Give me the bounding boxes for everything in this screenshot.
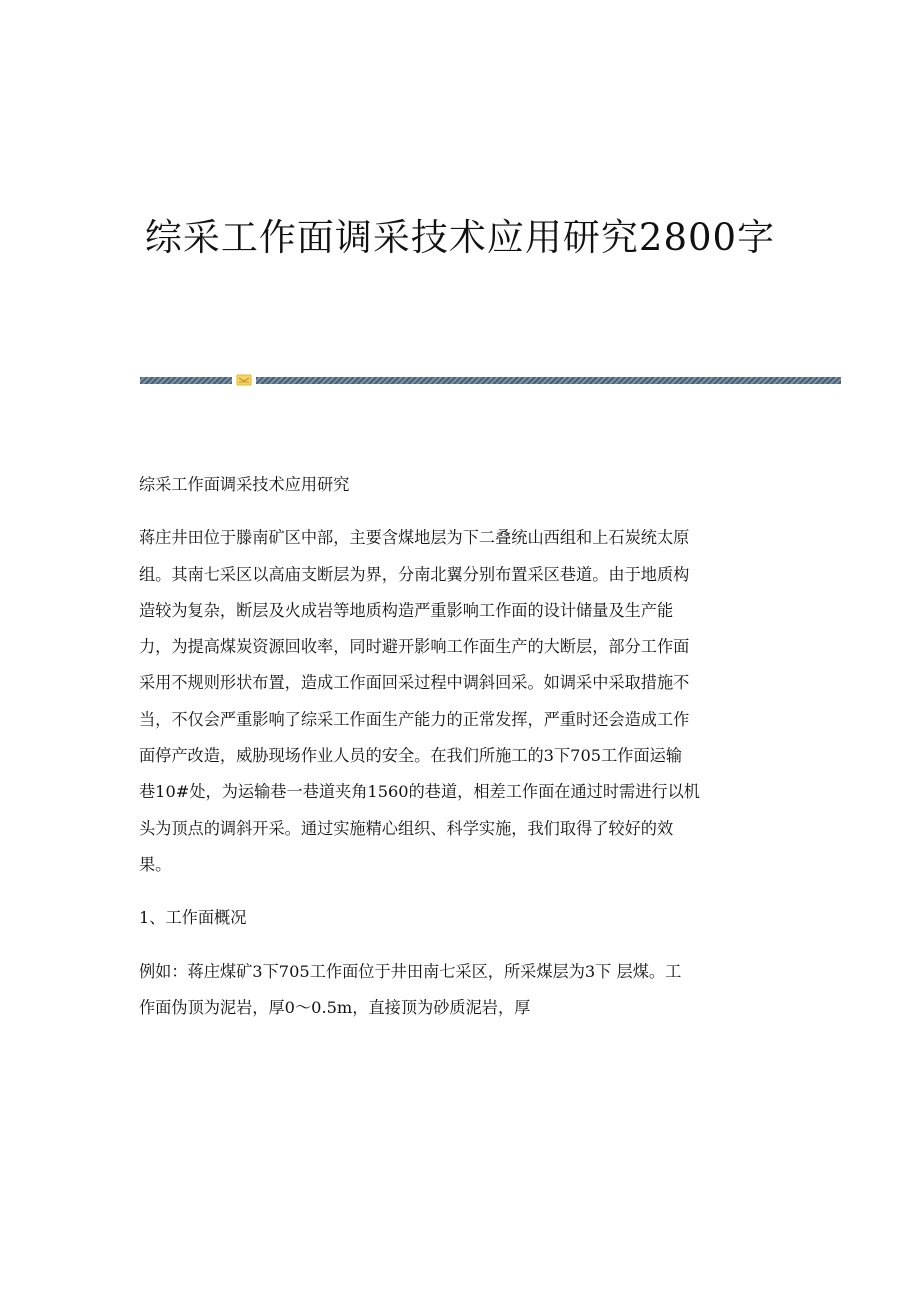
- paragraph-overview: [139, 954, 775, 1027]
- section-heading: 1、工作面概况: [139, 908, 247, 928]
- text-line: 造较为复杂，断层及火成岩等地质构造严重影响工作面的设计储量及生产能: [139, 600, 674, 620]
- article-heading: 综采工作面调采技术应用研究: [139, 475, 350, 494]
- text-line: 果。: [139, 854, 172, 874]
- text-line: 蒋庄井田位于滕南矿区中部，主要含煤地层为下二叠统山西组和上石炭统太原: [139, 528, 690, 548]
- divider-bar-right: [256, 377, 841, 384]
- title-divider: [140, 374, 841, 386]
- paragraph-intro: [139, 520, 775, 883]
- text-line: 面停产改造，威胁现场作业人员的安全。在我们所施工的3下705工作面运输: [139, 746, 683, 766]
- document-body: [139, 467, 775, 1026]
- divider-ornament-icon: [236, 374, 252, 386]
- text-line: 力，为提高煤炭资源回收率，同时避开影响工作面生产的大断层，部分工作面: [139, 637, 690, 657]
- text-line: 当，不仅会严重影响了综采工作面生产能力的正常发挥，严重时还会造成工作: [139, 709, 690, 729]
- text-line: 组。其南七采区以高庙支断层为界，分南北翼分别布置采区巷道。由于地质构: [139, 564, 690, 584]
- text-line: 巷10#处，为运输巷一巷道夹角1560的巷道，相差工作面在通过时需进行以机: [139, 782, 700, 802]
- divider-bar-left: [140, 377, 232, 384]
- text-line: 采用不规则形状布置，造成工作面回采过程中调斜回采。如调采中采取措施不: [139, 673, 690, 693]
- text-line: 例如：蒋庄煤矿3下705工作面位于井田南七采区，所采煤层为3下 层煤。工: [139, 961, 682, 981]
- text-line: 头为顶点的调斜开采。通过实施精心组织、科学实施，我们取得了较好的效: [139, 818, 674, 838]
- document-title: 综采工作面调采技术应用研究2800字: [144, 216, 776, 259]
- text-line: 作面伪顶为泥岩，厚0～0.5m，直接顶为砂质泥岩，厚: [139, 997, 531, 1017]
